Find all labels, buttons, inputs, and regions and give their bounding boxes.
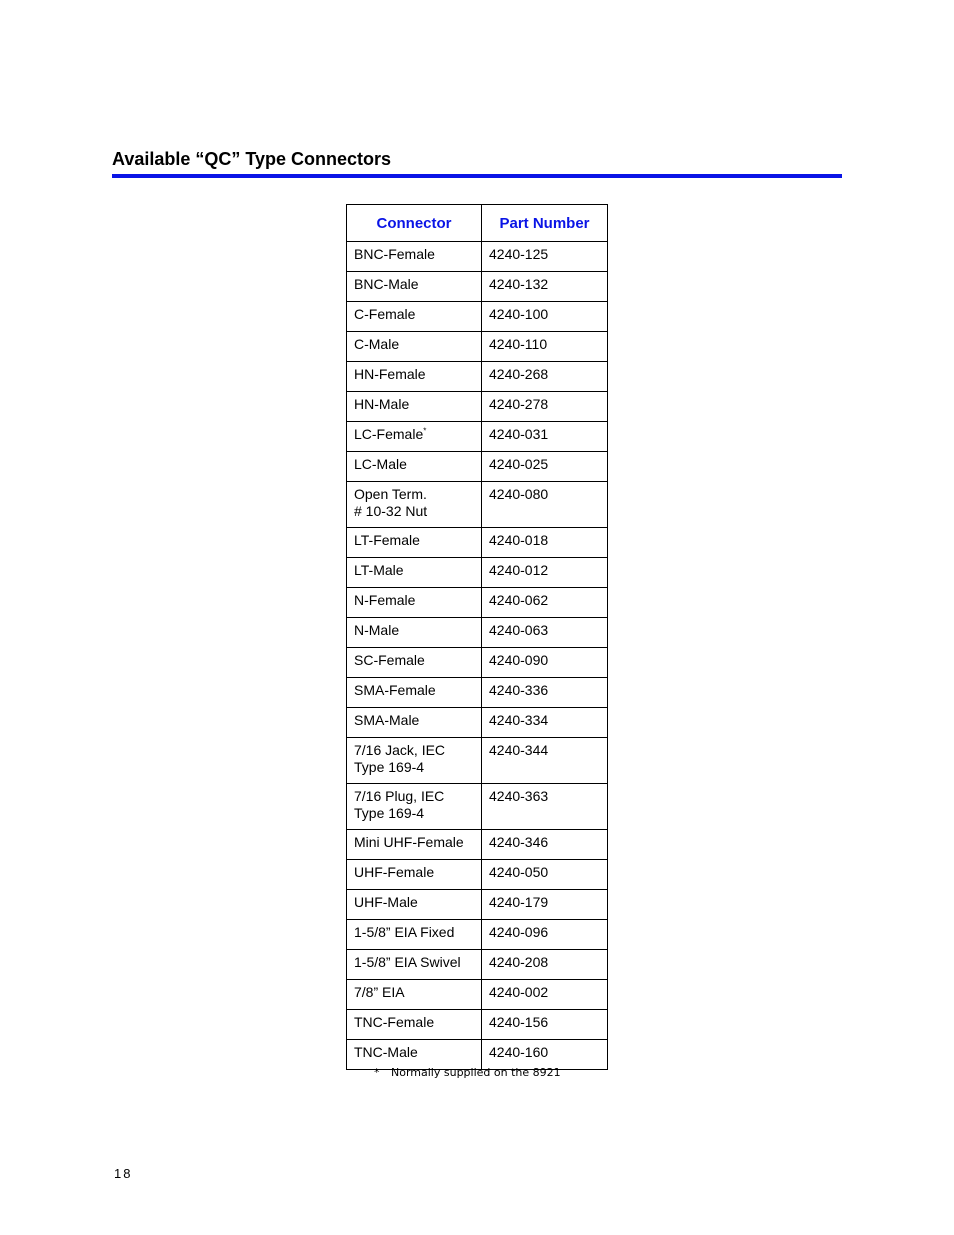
connector-name: LC-Male (354, 456, 407, 472)
table-row (347, 678, 608, 708)
part-number-cell: 4240-156 (482, 1010, 608, 1040)
table-row (347, 830, 608, 860)
connector-name: TNC-Female (354, 1014, 435, 1030)
connector-name: 1-5/8” EIA Fixed (354, 924, 455, 940)
connector-cell (347, 980, 482, 1010)
table-row (347, 618, 608, 648)
part-number-cell: 4240-002 (482, 980, 608, 1010)
connector-cell (347, 1040, 482, 1070)
connector-name: 1-5/8” EIA Swivel (354, 954, 461, 970)
table-row (347, 452, 608, 482)
connector-name: Open Term. (354, 486, 427, 502)
table-row (347, 392, 608, 422)
connector-name: BNC-Female (354, 246, 435, 262)
part-number-cell: 4240-063 (482, 618, 608, 648)
table-row (347, 272, 608, 302)
table-row (347, 708, 608, 738)
connector-name: HN-Female (354, 366, 426, 382)
connector-cell (347, 272, 482, 302)
connector-cell (347, 920, 482, 950)
part-number-cell: 4240-278 (482, 392, 608, 422)
footnote (374, 1066, 561, 1079)
connector-cell (347, 422, 482, 452)
connector-name-line2: Type 169-4 (354, 759, 425, 775)
connector-cell (347, 890, 482, 920)
connector-cell (347, 860, 482, 890)
connector-name: SMA-Female (354, 682, 436, 698)
connector-cell (347, 482, 482, 528)
connector-cell (347, 242, 482, 272)
part-number-cell: 4240-344 (482, 738, 608, 784)
part-number-cell: 4240-096 (482, 920, 608, 950)
connector-name-line2: # 10-32 Nut (354, 503, 428, 519)
table-row (347, 332, 608, 362)
connector-cell (347, 618, 482, 648)
table-row (347, 1040, 608, 1070)
connector-name: LT-Female (354, 532, 420, 548)
footnote-text: Normally supplied on the 8921 (391, 1066, 561, 1079)
page-number: 18 (114, 1166, 133, 1181)
header-part-number: Part Number (482, 205, 608, 242)
connector-name: 7/16 Jack, IEC (354, 742, 446, 758)
connector-cell (347, 558, 482, 588)
part-number-cell: 4240-031 (482, 422, 608, 452)
part-number-cell: 4240-012 (482, 558, 608, 588)
title-underline (112, 174, 842, 178)
connector-name: 7/16 Plug, IEC (354, 788, 445, 804)
table-row (347, 980, 608, 1010)
connector-name: UHF-Male (354, 894, 418, 910)
connector-name: LC-Female (354, 426, 424, 442)
footnote-mark: * (374, 1066, 380, 1079)
connector-name: SMA-Male (354, 712, 420, 728)
part-number-cell: 4240-363 (482, 784, 608, 830)
connector-cell (347, 738, 482, 784)
connector-cell (347, 332, 482, 362)
part-number-cell: 4240-208 (482, 950, 608, 980)
table-row (347, 528, 608, 558)
connector-cell (347, 678, 482, 708)
part-number-cell: 4240-090 (482, 648, 608, 678)
part-number-cell: 4240-110 (482, 332, 608, 362)
table-row (347, 738, 608, 784)
table-row (347, 422, 608, 452)
connector-name: SC-Female (354, 652, 425, 668)
table-header-row (347, 205, 608, 242)
connector-name: Mini UHF-Female (354, 834, 464, 850)
connector-cell (347, 452, 482, 482)
table-row (347, 588, 608, 618)
part-number-cell: 4240-125 (482, 242, 608, 272)
connector-name: BNC-Male (354, 276, 419, 292)
part-number-cell: 4240-018 (482, 528, 608, 558)
connector-cell (347, 784, 482, 830)
connector-cell (347, 302, 482, 332)
part-number-cell: 4240-179 (482, 890, 608, 920)
connector-cell (347, 392, 482, 422)
table-row (347, 920, 608, 950)
part-number-cell: 4240-268 (482, 362, 608, 392)
part-number-cell: 4240-080 (482, 482, 608, 528)
connector-name: 7/8” EIA (354, 984, 405, 1000)
table-row (347, 890, 608, 920)
part-number-cell: 4240-025 (482, 452, 608, 482)
connector-cell (347, 950, 482, 980)
part-number-cell: 4240-100 (482, 302, 608, 332)
table-row (347, 242, 608, 272)
part-number-cell: 4240-346 (482, 830, 608, 860)
connector-name-line2: Type 169-4 (354, 805, 425, 821)
table-row (347, 950, 608, 980)
table-body (347, 242, 608, 1070)
header-connector: Connector (347, 205, 482, 242)
table-row (347, 784, 608, 830)
connector-name: HN-Male (354, 396, 410, 412)
connector-name: N-Male (354, 622, 400, 638)
connector-cell (347, 362, 482, 392)
connector-cell (347, 588, 482, 618)
table-row (347, 860, 608, 890)
table-row (347, 1010, 608, 1040)
connector-name: UHF-Female (354, 864, 435, 880)
part-number-cell: 4240-334 (482, 708, 608, 738)
connector-name: C-Male (354, 336, 400, 352)
part-number-cell: 4240-336 (482, 678, 608, 708)
connector-name: TNC-Male (354, 1044, 418, 1060)
table-row (347, 482, 608, 528)
part-number-cell: 4240-050 (482, 860, 608, 890)
connector-table (346, 204, 608, 1070)
connector-cell (347, 528, 482, 558)
part-number-cell: 4240-062 (482, 588, 608, 618)
connector-name: C-Female (354, 306, 416, 322)
page-title: Available “QC” Type Connectors (112, 149, 392, 169)
table-row (347, 558, 608, 588)
footnote-marker: * (423, 426, 427, 436)
connector-name: N-Female (354, 592, 416, 608)
table-row (347, 648, 608, 678)
table-row (347, 302, 608, 332)
connector-cell (347, 648, 482, 678)
part-number-cell: 4240-160 (482, 1040, 608, 1070)
table-row (347, 362, 608, 392)
connector-cell (347, 830, 482, 860)
connector-name: LT-Male (354, 562, 404, 578)
connector-cell (347, 1010, 482, 1040)
connector-cell (347, 708, 482, 738)
part-number-cell: 4240-132 (482, 272, 608, 302)
